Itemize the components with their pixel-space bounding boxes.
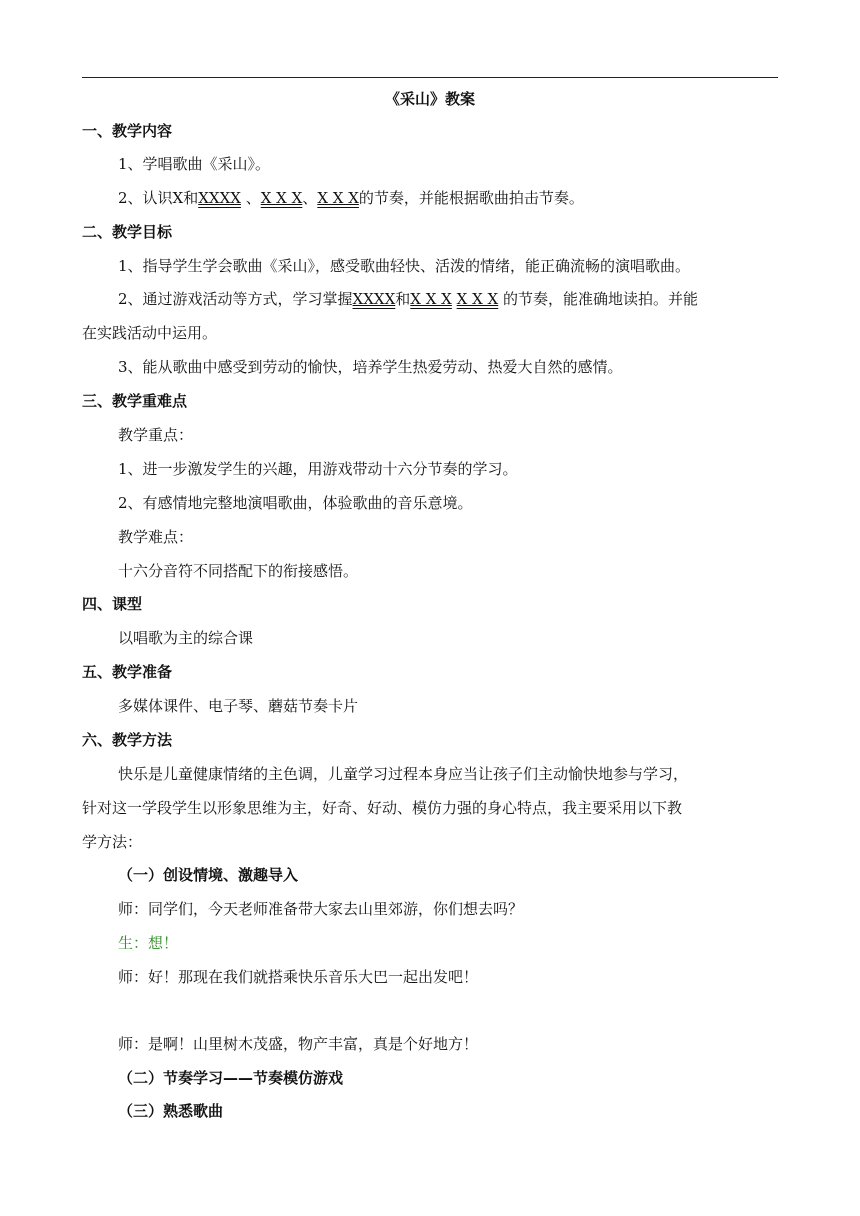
section-heading-content: 一、教学内容	[82, 122, 173, 140]
content-item-1: 1、学唱歌曲《采山》。	[118, 155, 271, 173]
difficulty-1: 十六分音符不同搭配下的衔接感悟。	[118, 562, 359, 580]
section-heading-lesson-type: 四、课型	[82, 595, 143, 613]
separator: 、	[302, 189, 318, 207]
methods-paragraph-line-3: 学方法：	[82, 833, 143, 851]
content-item-2	[118, 188, 584, 208]
subsection-heading-2: （二）节奏学习——节奏模仿游戏	[118, 1069, 344, 1087]
goal-item-2	[118, 289, 698, 309]
lesson-type-text: 以唱歌为主的综合课	[118, 629, 254, 647]
goal-item-2-post: 的节奏，能准确地读拍。并能	[498, 290, 698, 308]
section-heading-preparation: 五、教学准备	[82, 663, 173, 681]
section-heading-key-points: 三、教学重难点	[82, 392, 188, 410]
preparation-text: 多媒体课件、电子琴、蘑菇节奏卡片	[118, 697, 359, 715]
key-points-label: 教学重点：	[118, 426, 194, 444]
goal-item-2-continued: 在实践活动中运用。	[82, 324, 218, 342]
content-item-2-pre: 2、认识X和	[118, 189, 199, 207]
student-line-1: 生：想！	[118, 934, 179, 952]
goal-item-3: 3、能从歌曲中感受到劳动的愉快，培养学生热爱劳动、热爱大自然的感情。	[118, 358, 623, 376]
header-rule	[82, 77, 778, 78]
page-title: 《采山》教案	[384, 90, 475, 108]
subsection-heading-3: （三）熟悉歌曲	[118, 1102, 224, 1120]
goal-item-2-mid: 和	[395, 290, 411, 308]
methods-paragraph-line-1: 快乐是儿童健康情绪的主色调，儿童学习过程本身应当让孩子们主动愉快地参与学习，	[118, 765, 689, 783]
rhythm-xxxx: XXXX	[198, 189, 241, 207]
goal-item-2-pre: 2、通过游戏活动等方式，学习掌握	[118, 290, 353, 308]
section-heading-goals: 二、教学目标	[82, 223, 173, 241]
teacher-line-2: 师：好！那现在我们就搭乘快乐音乐大巴一起出发吧！	[118, 968, 479, 986]
key-point-1: 1、进一步激发学生的兴趣，用游戏带动十六分节奏的学习。	[118, 460, 518, 478]
section-heading-methods: 六、教学方法	[82, 731, 173, 749]
teacher-line-3: 师：是啊！山里树木茂盛，物产丰富，真是个好地方！	[118, 1035, 479, 1053]
difficulty-label: 教学难点：	[118, 528, 194, 546]
rhythm-xxx-b: X X X	[317, 189, 359, 207]
goal-item-1: 1、指导学生学会歌曲《采山》，感受歌曲轻快、活泼的情绪，能正确流畅的演唱歌曲。	[118, 257, 691, 275]
rhythm-xxx-a: X X X	[410, 290, 452, 308]
methods-paragraph-line-2: 针对这一学段学生以形象思维为主，好奇、好动、模仿力强的身心特点，我主要采用以下教	[82, 799, 683, 817]
key-point-2: 2、有感情地完整地演唱歌曲，体验歌曲的音乐意境。	[118, 494, 473, 512]
separator: 、	[240, 189, 261, 207]
content-item-2-post: 的节奏，并能根据歌曲拍击节奏。	[358, 189, 584, 207]
subsection-heading-1: （一）创设情境、激趣导入	[118, 866, 299, 884]
rhythm-xxxx: XXXX	[352, 290, 396, 308]
rhythm-xxx-b: X X X	[456, 290, 499, 308]
rhythm-xxx-a: X X X	[260, 189, 303, 207]
teacher-line-1: 师：同学们，今天老师准备带大家去山里郊游，你们想去吗？	[118, 900, 524, 918]
